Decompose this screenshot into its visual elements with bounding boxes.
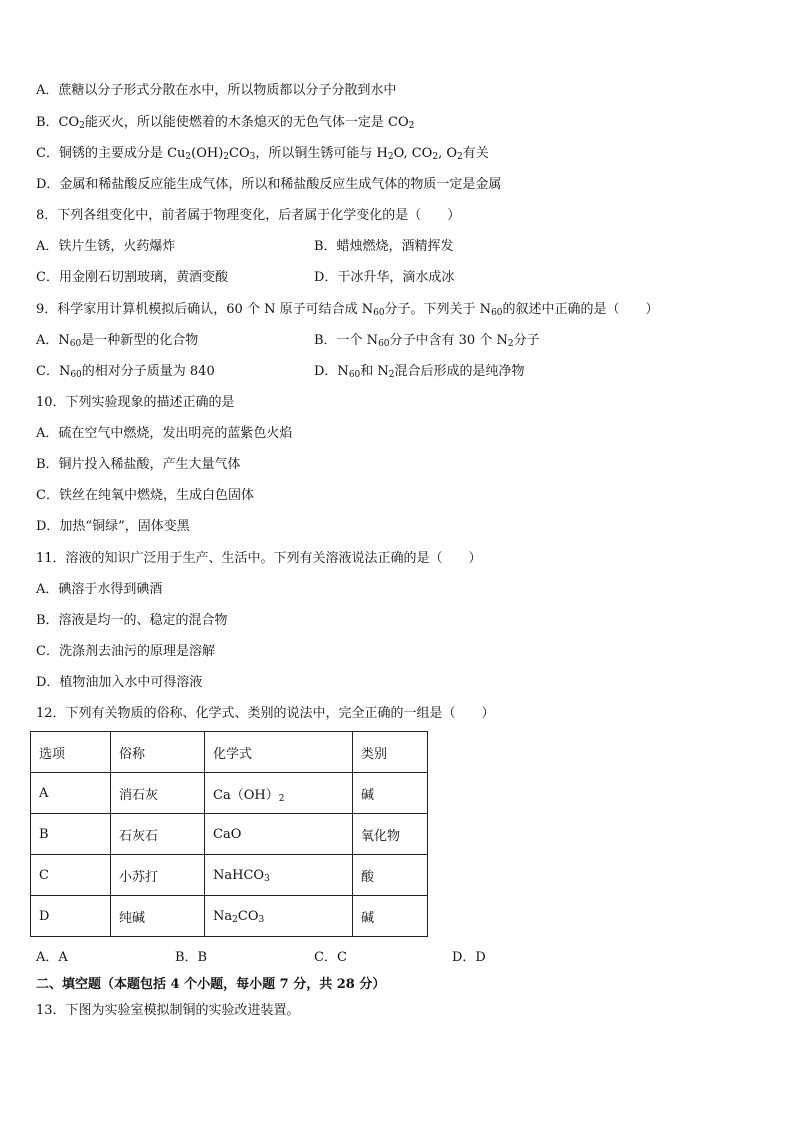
- table-cell-formula: $Ca(OH)_2$: [205, 773, 353, 814]
- table-cell-name: 石灰石: [111, 814, 205, 855]
- table-cell-option: C: [31, 855, 111, 896]
- q8-option-b: B．蜡烛燃烧，酒精挥发: [314, 239, 454, 254]
- q7-option-d: D．金属和稀盐酸反应能生成气体，所以和稀盐酸反应生成气体的物质一定是金属: [36, 177, 502, 192]
- q8-stem: 8．下列各组变化中，前者属于物理变化，后者属于化学变化的是（ ）: [36, 208, 461, 223]
- table-header-cell: 化学式: [205, 732, 353, 773]
- q11-option-d: D．植物油加入水中可得溶液: [36, 675, 203, 690]
- q7-option-b: B．$CO_2$能灭火，所以能使燃着的木条熄灭的无色气体一定是 $CO_2$: [36, 115, 415, 131]
- table-row: [31, 814, 428, 855]
- q11-stem: 11．溶液的知识广泛用于生产、生活中。下列有关溶液说法正确的是（ ）: [36, 551, 482, 566]
- q10-option-a: A．硫在空气中燃烧，发出明亮的蓝紫色火焰: [36, 426, 293, 441]
- table-cell-option: D: [31, 896, 111, 937]
- table-row: [31, 773, 428, 814]
- table-cell-option: B: [31, 814, 111, 855]
- q12-answer-c: C．C: [314, 950, 347, 965]
- table-cell-formula: $Na_2CO_3$: [205, 896, 353, 937]
- q10-option-c: C．铁丝在纯氧中燃烧，生成白色固体: [36, 488, 254, 503]
- q9-option-b: B．一个 $N_{60}$分子中含有 30 个 $N_2$分子: [314, 333, 540, 349]
- q12-answer-d: D．D: [452, 950, 486, 965]
- table-cell-type: 碱: [353, 773, 428, 814]
- q9-stem: 9．科学家用计算机模拟后确认，60 个 N 原子可结合成 $N_{60}$分子。下列关于 $N_{60}$的叙述中正确的是（ ）: [36, 302, 659, 318]
- q11-option-a: A．碘溶于水得到碘酒: [36, 582, 163, 597]
- table-header-cell: 选项: [31, 732, 111, 773]
- q11-option-b: B．溶液是均一的、稳定的混合物: [36, 613, 228, 628]
- q11-option-c: C．洗涤剂去油污的原理是溶解: [36, 644, 215, 659]
- q12-answer-b: B．B: [175, 950, 208, 965]
- table-cell-type: 碱: [353, 896, 428, 937]
- q12-answer-a: A．A: [36, 950, 68, 965]
- table-row: [31, 896, 428, 937]
- q8-option-c: C．用金刚石切割玻璃，黄酒变酸: [36, 270, 228, 285]
- section-heading: 二、填空题（本题包括 4 个小题，每小题 7 分，共 28 分）: [36, 977, 386, 992]
- table-cell-name: 小苏打: [111, 855, 205, 896]
- table-cell-formula: CaO: [205, 814, 353, 855]
- table-cell-option: A: [31, 773, 111, 814]
- q10-stem: 10．下列实验现象的描述正确的是: [36, 395, 235, 410]
- q12-options-table: [30, 731, 428, 937]
- q8-option-d: D．干冰升华，滴水成冰: [314, 270, 455, 285]
- q9-option-a: A．$N_{60}$是一种新型的化合物: [36, 333, 199, 349]
- q8-option-a: A．铁片生锈，火药爆炸: [36, 239, 176, 254]
- table-cell-formula: NaHCO$_3$: [205, 855, 353, 896]
- q9-option-c: C．$N_{60}$的相对分子质量为 840: [36, 364, 215, 380]
- table-cell-name: 消石灰: [111, 773, 205, 814]
- table-cell-name: 纯碱: [111, 896, 205, 937]
- table-header-row: [31, 732, 428, 773]
- table-header-cell: 类别: [353, 732, 428, 773]
- q13-stem: 13．下图为实验室模拟制铜的实验改进装置。: [36, 1003, 300, 1018]
- q10-option-d: D．加热“铜绿”，固体变黑: [36, 519, 190, 534]
- q9-option-d: D．$N_{60}$和 $N_2$混合后形成的是纯净物: [314, 364, 525, 380]
- table-cell-type: 氧化物: [353, 814, 428, 855]
- q7-option-c: C．铜锈的主要成分是 $Cu_2(OH)_2CO_3$，所以铜生锈可能与 $H_2O$, $CO_2$, $O_2$有关: [36, 146, 489, 162]
- table-row: [31, 855, 428, 896]
- q10-option-b: B．铜片投入稀盐酸，产生大量气体: [36, 457, 241, 472]
- q7-option-a: A．蔗糖以分子形式分散在水中，所以物质都以分子分散到水中: [36, 83, 397, 98]
- q12-stem: 12．下列有关物质的俗称、化学式、类别的说法中，完全正确的一组是（ ）: [36, 706, 495, 721]
- table-header-cell: 俗称: [111, 732, 205, 773]
- table-cell-type: 酸: [353, 855, 428, 896]
